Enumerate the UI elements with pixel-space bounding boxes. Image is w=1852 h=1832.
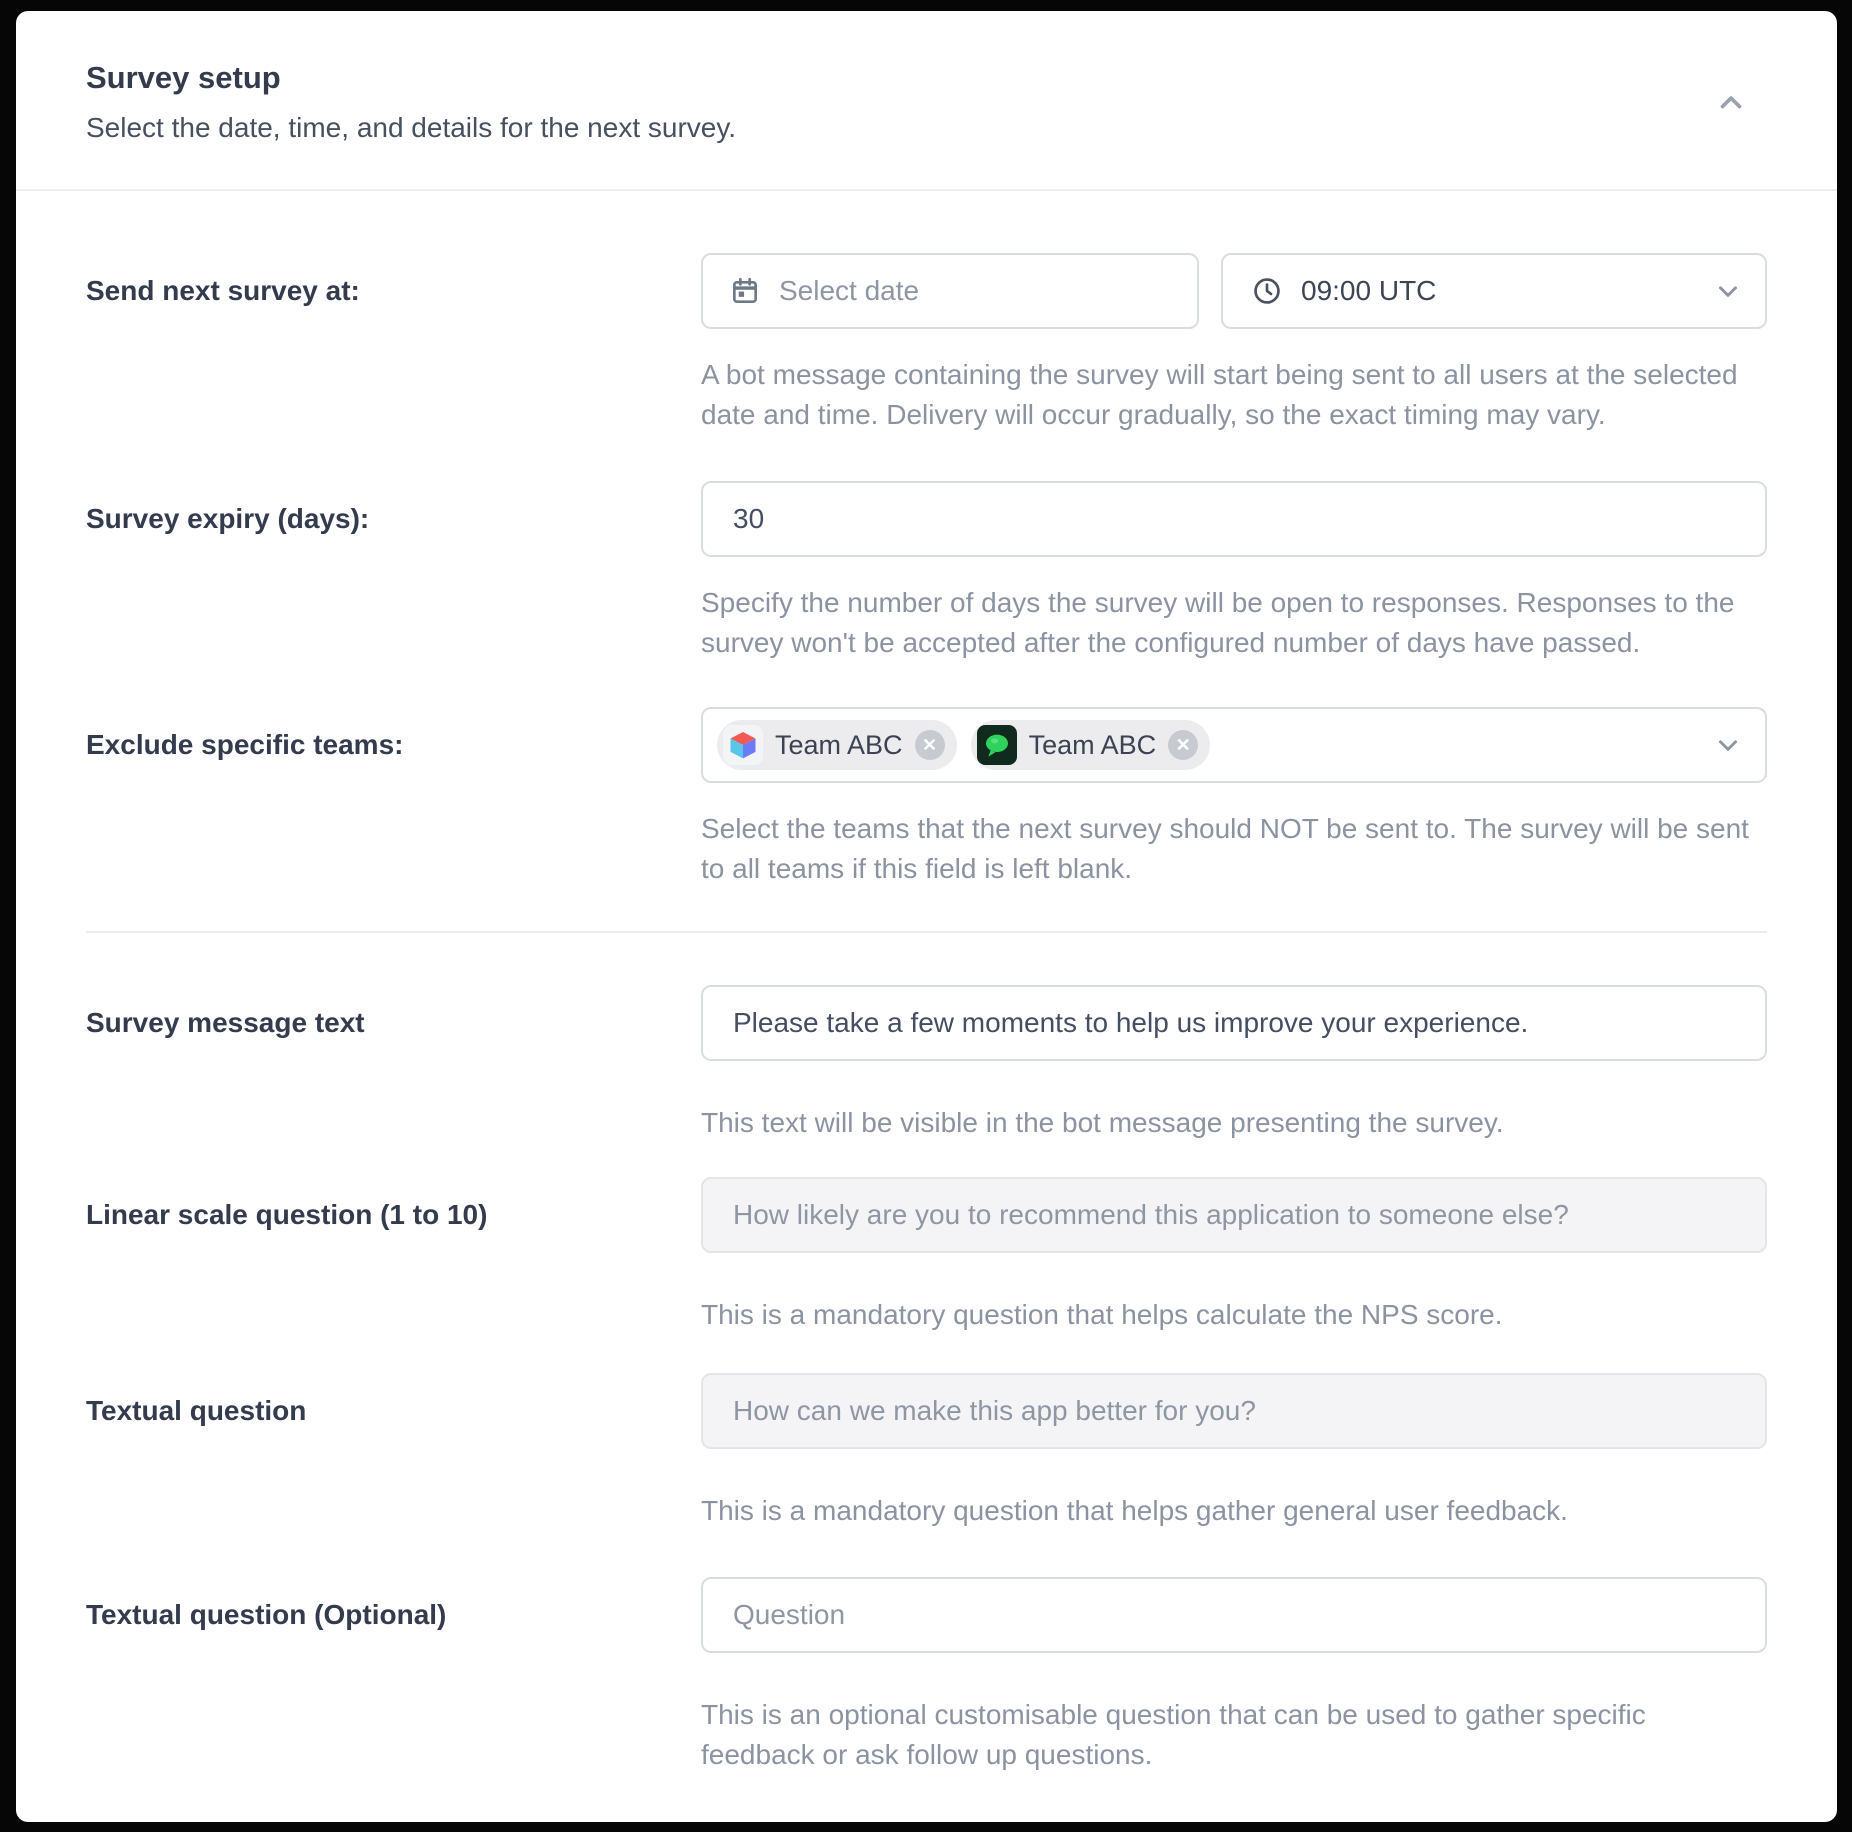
send-next-survey-helper: A bot message containing the survey will start being sent to all users at the selected date and time. Delivery will occur gradually, so the exact timing may vary. [701,359,1738,430]
textual-optional-helper: This is an optional customisable question that can be used to gather specific feedback or ask follow up questions. [701,1699,1646,1770]
chat-team-avatar [977,725,1017,765]
select-date-field[interactable] [701,253,1199,329]
linear-scale-helper: This is a mandatory question that helps calculate the NPS score. [701,1299,1503,1330]
textual-optional-label: Textual question (Optional) [86,1599,447,1630]
time-select-field[interactable] [1221,253,1767,329]
close-icon: ✕ [1175,735,1191,755]
linear-scale-input [701,1177,1767,1253]
textual-optional-input[interactable] [701,1577,1767,1653]
time-select-value: 09:00 UTC [1301,275,1437,306]
exclude-teams-helper: Select the teams that the next survey should NOT be sent to. The survey will be sent to all teams if this field is left blank. [701,813,1749,884]
exclude-teams-multiselect[interactable] [701,707,1767,783]
remove-team-button[interactable] [1168,730,1198,760]
chevron-down-icon [1713,730,1743,760]
clock-icon [1251,275,1283,307]
page-title: Survey setup [86,60,281,95]
survey-expiry-helper: Specify the number of days the survey will be open to responses. Responses to the survey won't be accepted after the configured number of days have passed. [701,587,1735,658]
card-header [16,11,1837,189]
team-tag [971,720,1211,770]
linear-scale-label: Linear scale question (1 to 10) [86,1199,488,1230]
row-textual-question [86,1373,1767,1531]
survey-expiry-input[interactable] [701,481,1767,557]
textual-question-label: Textual question [86,1395,307,1426]
section-divider [86,931,1767,933]
remove-team-button[interactable] [915,730,945,760]
survey-setup-form [16,191,1837,1805]
chevron-down-icon [1713,276,1743,306]
calendar-icon [729,275,761,307]
survey-message-input[interactable] [701,985,1767,1061]
page-subtitle: Select the date, time, and details for the next survey. [86,112,737,143]
team-tag [717,720,957,770]
close-icon: ✕ [922,735,938,755]
cube-team-avatar [723,725,763,765]
exclude-teams-label: Exclude specific teams: [86,729,404,760]
send-next-survey-label: Send next survey at: [86,275,360,306]
row-survey-expiry [86,481,1767,663]
survey-message-helper: This text will be visible in the bot message presenting the survey. [701,1107,1504,1138]
textual-question-input [701,1373,1767,1449]
survey-setup-card [16,11,1837,1822]
row-survey-message [86,985,1767,1143]
collapse-section-button[interactable] [1707,79,1755,127]
survey-message-label: Survey message text [86,1007,365,1038]
row-exclude-teams [86,707,1767,889]
row-send-next-survey [86,253,1767,435]
survey-expiry-label: Survey expiry (days): [86,503,370,534]
row-textual-question-optional [86,1577,1767,1775]
textual-question-helper: This is a mandatory question that helps gather general user feedback. [701,1495,1568,1526]
chevron-up-icon [1714,86,1748,120]
select-date-placeholder: Select date [779,275,920,306]
row-linear-scale [86,1177,1767,1335]
team-tag-name: Team ABC [775,729,903,760]
team-tag-name: Team ABC [1028,729,1157,760]
